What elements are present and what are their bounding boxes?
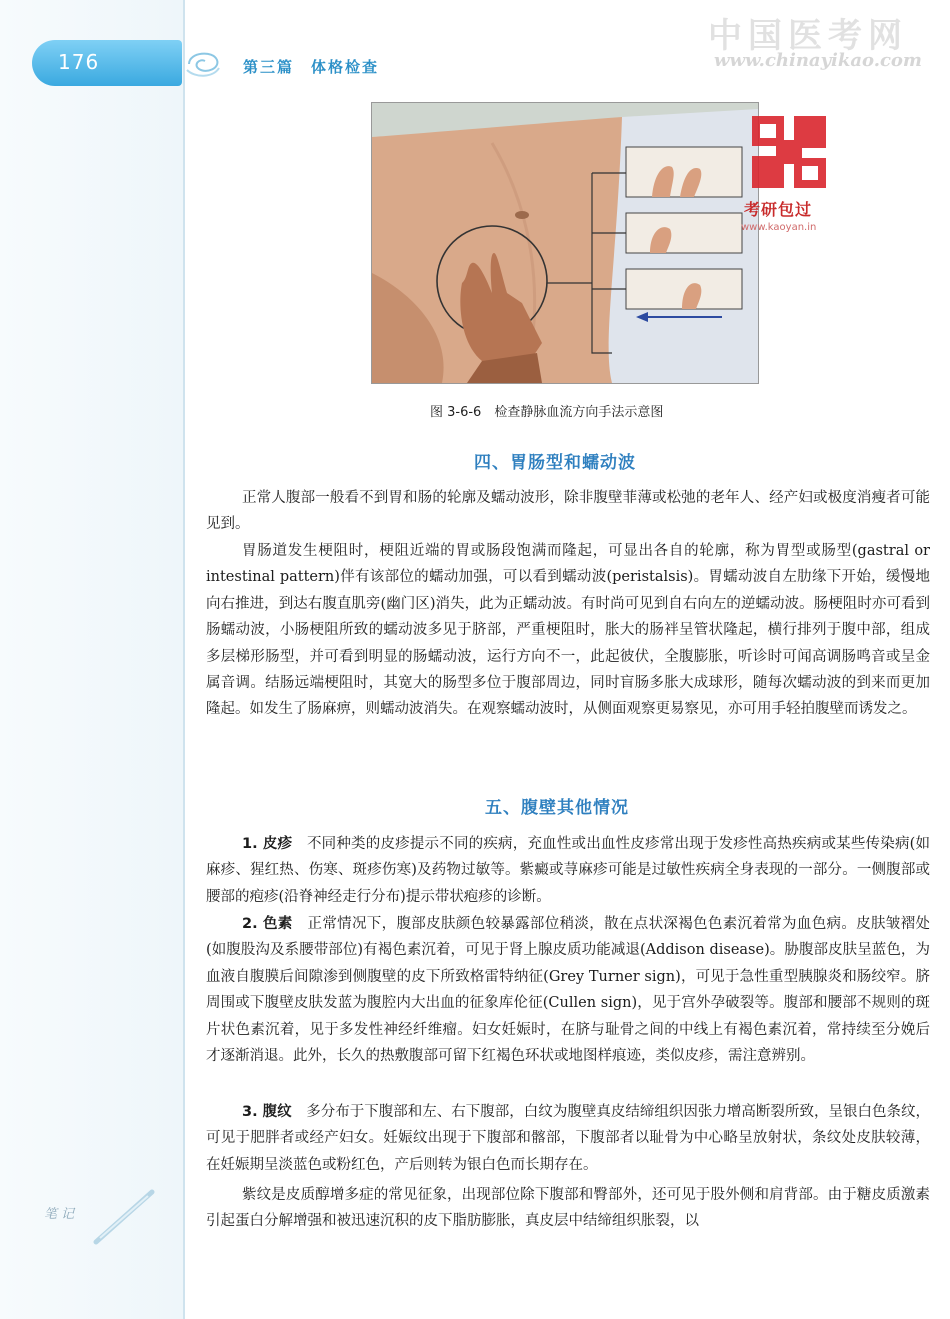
section-5-item-3 xyxy=(206,1099,930,1178)
section-5-last-paragraph: 紫纹是皮质醇增多症的常见征象，出现部位除下腹部和臀部外，还可见于股外侧和肩背部。由于糖皮质激素引起蛋白分解增强和被迅速沉积的皮下脂肪膨胀，真皮层中结缔组织胀裂，以 xyxy=(206,1187,930,1230)
notes-label: 笔 记 xyxy=(44,1207,75,1222)
page-number-tab xyxy=(32,40,182,86)
item-3-label: 3. 腹纹 xyxy=(242,1104,292,1120)
figure-caption: 图 3-6-6 检查静脉血流方向手法示意图 xyxy=(430,405,664,420)
section-4-title: 四、胃肠型和蠕动波 xyxy=(474,453,636,473)
page-number: 176 xyxy=(58,50,100,74)
figure-photo xyxy=(371,102,759,384)
kaoyan-brand: 考研包过 xyxy=(744,200,813,219)
watermark-url: www.chinayikao.com xyxy=(714,50,922,71)
item-2-label: 2. 色素 xyxy=(242,916,293,932)
margin-column xyxy=(0,0,185,1319)
section-5-item-1 xyxy=(206,831,930,910)
pen-icon xyxy=(90,1186,160,1246)
swirl-logo-icon xyxy=(183,44,223,82)
section-5-item-2 xyxy=(206,911,930,1069)
section-4-paragraph-2: 胃肠道发生梗阻时，梗阻近端的胃或肠段饱满而隆起，可显出各自的轮廓，称为胃型或肠型(gastral or intestinal pattern)伴有该部位的蠕动加强，可以看到蠕动波(peristalsis)。胃蠕动波自左肋缘下开始，缓慢地向右推进，到达右腹直肌旁(幽门区)消失，此为正蠕动波。有时尚可见到自右向左的逆蠕动波。肠梗阻时亦可看到肠蠕动波，小肠梗阻所致的蠕动波多见于脐部，严重梗阻时，胀大的肠袢呈管状隆起，横行排列于腹中部，组成多层梯形肠型，并可看到明显的肠蠕动波，运行方向不一，此起彼伏，全腹膨胀，听诊时可闻高调肠鸣音或呈金属音调。结肠远端梗阻时，其宽大的肠型多位于腹部周边，同时盲肠多胀大成球形，随每次蠕动波的到来而更加隆起。如发生了肠麻痹，则蠕动波消失。在观察蠕动波时，从侧面观察更易察见，亦可用手轻拍腹壁而诱发之。 xyxy=(206,543,930,718)
item-1-text: 不同种类的皮疹提示不同的疾病，充血性或出血性皮疹常出现于发疹性高热疾病或某些传染病(如麻疹、猩红热、伤寒、斑疹伤寒)及药物过敏等。紫癜或荨麻疹可能是过敏性疾病全身表现的一部分。一侧腹部或腰部的疱疹(沿脊神经走行分布)提示带状疱疹的诊断。 xyxy=(206,836,930,905)
section-4-paragraph-1: 正常人腹部一般看不到胃和肠的轮廓及蠕动波形，除非腹壁菲薄或松弛的老年人、经产妇或极度消瘦者可能见到。 xyxy=(206,490,930,533)
item-1-label: 1. 皮疹 xyxy=(242,836,293,852)
watermark-site-name: 中国医考网 xyxy=(708,16,908,56)
kaoyan-url: www.kaoyan.in xyxy=(741,222,817,233)
part-title: 第三篇 体格检查 xyxy=(243,58,380,76)
kaoyan-logo-icon xyxy=(748,112,830,192)
item-3-text: 多分布于下腹部和左、右下腹部，白纹为腹壁真皮结缔组织因张力增高断裂所致，呈银白色条纹，可见于肥胖者或经产妇女。妊娠纹出现于下腹部和髂部，下腹部者以耻骨为中心略呈放射状，条纹处皮肤较薄，在妊娠期呈淡蓝色或粉红色，产后则转为银白色而长期存在。 xyxy=(206,1104,930,1173)
section-5-title: 五、腹壁其他情况 xyxy=(485,798,629,818)
item-2-text: 正常情况下，腹部皮肤颜色较暴露部位稍淡，散在点状深褐色色素沉着常为血色病。皮肤皱褶处(如腹股沟及系腰带部位)有褐色素沉着，可见于肾上腺皮质功能减退(Addison disease)。胁腹部皮肤呈蓝色，为血液自腹膜后间隙渗到侧腹壁的皮下所致格雷特纳征(Grey Turner sign)，可见于急性重型胰腺炎和肠绞窄。脐周围或下腹壁皮肤发蓝为腹腔内大出血的征象库伦征(Cullen sign)，见于宫外孕破裂等。腹部和腰部不规则的斑片状色素沉着，见于多发性神经纤维瘤。妇女妊娠时，在脐与耻骨之间的中线上有褐色素沉着，常持续至分娩后才逐渐消退。此外，长久的热敷腹部可留下红褐色环状或地图样痕迹，类似皮疹，需注意辨别。 xyxy=(206,916,931,1065)
margin-divider xyxy=(183,0,185,1319)
